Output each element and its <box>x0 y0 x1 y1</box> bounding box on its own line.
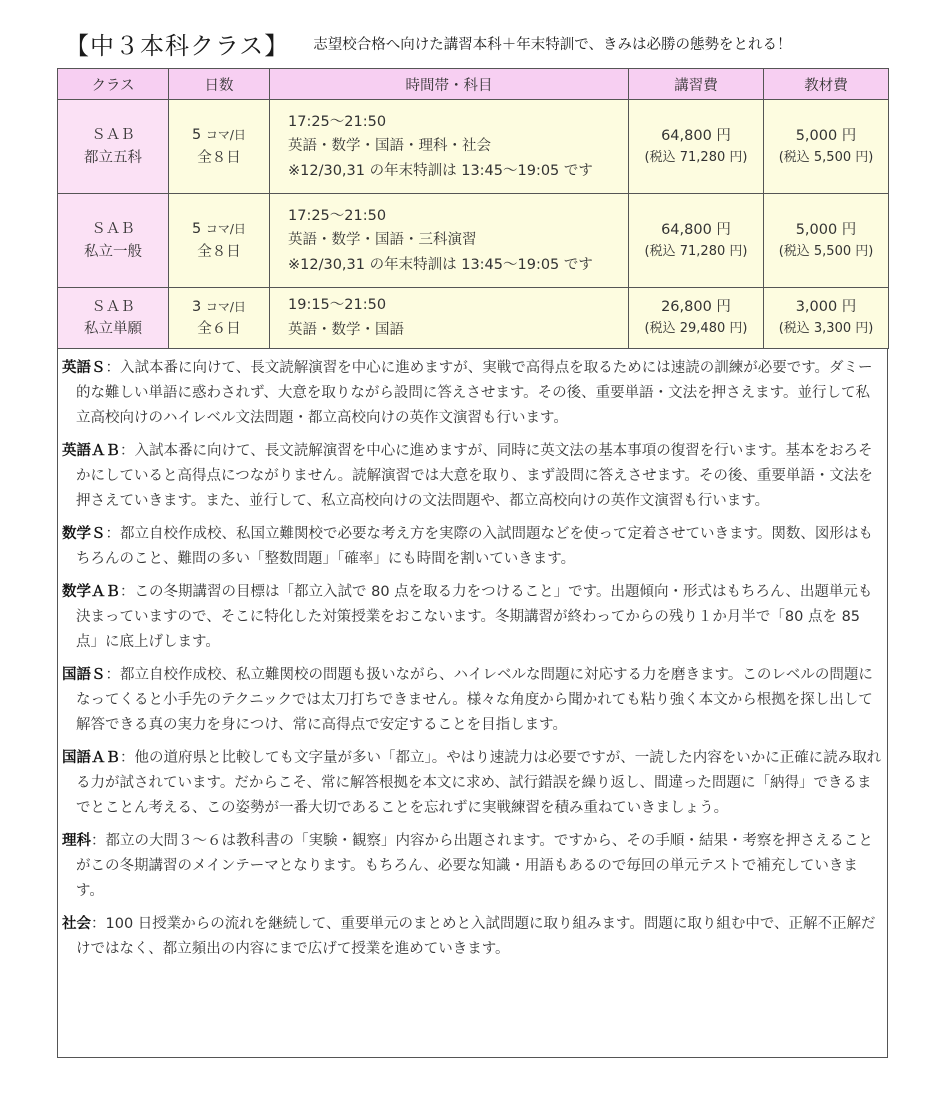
total-days: 全６日 <box>197 321 241 337</box>
class-cell <box>58 100 169 194</box>
class-cell <box>58 194 169 288</box>
note-subject: 数学ＡＢ <box>62 584 120 600</box>
note-text: ：100 日授業からの流れを継続して、重要単元のまとめと入試問題に取り組みます。問題に取り組む中で、正解不正解だけではなく、都立頻出の内容にまで広げて授業を進めていきます。 <box>76 916 876 957</box>
schedule-note: ※12/30,31 の年末特訓は 13:45～19:05 です <box>288 256 593 273</box>
subject-list: 英語・数学・国語・理科・社会 <box>288 138 491 155</box>
note-english-s <box>62 356 884 431</box>
total-days: 全８日 <box>197 149 241 166</box>
note-english-ab <box>62 439 884 514</box>
time-range: 17:25～21:50 <box>288 113 387 130</box>
materials-cell <box>764 100 889 194</box>
schedule-cell <box>270 288 629 349</box>
class-course: 私立単願 <box>84 321 142 337</box>
tuition-fee-tax: (税込 71,280 円) <box>644 243 748 259</box>
class-level: ＳＡＢ <box>91 221 135 238</box>
note-text: ：この冬期講習の目標は「都立入試で 80 点を取る力をつけること」です。出題傾向・形式はもちろん、出題単元も決まっていますので、そこに特化した対策授業をおこないます。冬期講習が終わってからの残り１か月半で「80 点を 85 点」に底上げします。 <box>76 584 873 650</box>
subject-notes <box>62 356 884 970</box>
note-social <box>62 912 884 962</box>
class-cell <box>58 288 169 349</box>
note-subject: 数学Ｓ <box>62 526 106 542</box>
days-cell <box>169 100 270 194</box>
periods-unit: コマ/日 <box>205 222 246 237</box>
course-table <box>57 68 889 349</box>
schedule-note: ※12/30,31 の年末特訓は 13:45～19:05 です <box>288 162 593 179</box>
days-cell <box>169 194 270 288</box>
subject-list: 英語・数学・国語・三科演習 <box>288 232 477 249</box>
tuition-fee-tax: (税込 71,280 円) <box>644 149 748 165</box>
note-japanese-s <box>62 663 884 738</box>
tuition-fee: 26,800 円 <box>661 299 731 315</box>
note-text: ：都立自校作成校、私国立難関校で必要な考え方を実際の入試問題などを使って定着させていきます。関数、図形はもちろんのこと、難問の多い「整数問題」「確率」にも時間を割いていきます。 <box>76 526 873 567</box>
materials-fee: 5,000 円 <box>795 127 857 144</box>
note-subject: 英語ＡＢ <box>62 443 120 459</box>
schedule-cell <box>270 194 629 288</box>
note-subject: 国語Ｓ <box>62 667 106 683</box>
column-header-days: 日数 <box>169 69 270 100</box>
note-text: ：都立自校作成校、私立難関校の問題も扱いながら、ハイレベルな問題に対応する力を磨きます。このレベルの問題になってくると小手先のテクニックでは太刀打ちできません。様々な角度から聞かれても粘り強く本文から根拠を探し出して解答できる真の実力を身につけ、常に高得点で安定することを目指します。 <box>76 667 873 733</box>
note-japanese-ab <box>62 746 884 821</box>
column-header-materials: 教材費 <box>764 69 889 100</box>
note-text: ：入試本番に向けて、長文読解演習を中心に進めますが、同時に英文法の基本事項の復習を行います。基本をおろそかにしていると高得点につながりません。読解演習では大意を取り、まず設問に答えさせます。その後、重要単語・文法を押さえていきます。また、並行して、私立高校向けの文法問題や、都立高校向けの英作文演習も行います。 <box>76 443 873 509</box>
page-header <box>65 26 925 60</box>
days-cell <box>169 288 270 349</box>
column-header-class: クラス <box>58 69 169 100</box>
periods-per-day: 3 <box>192 298 202 315</box>
tuition-fee: 64,800 円 <box>661 127 731 144</box>
table-header-row <box>58 69 889 100</box>
time-range: 19:15～21:50 <box>288 297 387 314</box>
table-row-private-single <box>58 288 889 349</box>
materials-fee-tax: (税込 5,500 円) <box>778 243 874 259</box>
time-range: 17:25～21:50 <box>288 207 387 224</box>
note-math-ab <box>62 580 884 655</box>
class-course: 私立一般 <box>84 243 142 260</box>
note-subject: 英語Ｓ <box>62 360 106 376</box>
tuition-fee-tax: (税込 29,480 円) <box>644 321 748 337</box>
note-subject: 社会 <box>62 916 91 932</box>
note-text: ：都立の大問３～６は教科書の「実験・観察」内容から出題されます。ですから、その手順・結果・考察を押さえることがこの冬期講習のメインテーマとなります。もちろん、必要な知識・用語もあるので毎回の単元テストで補充していきます。 <box>76 833 873 899</box>
page-subtitle: 志望校合格へ向けた講習本科＋年末特訓で、きみは必勝の態勢をとれる！ <box>313 36 792 53</box>
schedule-cell <box>270 100 629 194</box>
note-science <box>62 829 884 904</box>
column-header-tuition: 講習費 <box>629 69 764 100</box>
materials-fee-tax: (税込 3,300 円) <box>778 321 874 337</box>
table-row-tokyo-five <box>58 100 889 194</box>
materials-fee-tax: (税込 5,500 円) <box>778 149 874 165</box>
class-course: 都立五科 <box>84 149 142 166</box>
table-row-private-general <box>58 194 889 288</box>
materials-cell <box>764 194 889 288</box>
page-title: 【中３本科クラス】 <box>65 31 290 60</box>
note-text: ：他の道府県と比較しても文字量が多い「都立」。やはり速読力は必要ですが、一読した内容をいかに正確に読み取れる力が試されています。だからこそ、常に解答根拠を本文に求め、試行錯誤を繰り返し、間違った問題に「納得」できるまでとことん考える、この姿勢が一番大切であることを忘れずに実戦練習を積み重ねていきましょう。 <box>76 750 882 816</box>
periods-unit: コマ/日 <box>205 128 246 143</box>
tuition-fee: 64,800 円 <box>661 221 731 238</box>
materials-fee: 5,000 円 <box>795 221 857 238</box>
note-text: ：入試本番に向けて、長文読解演習を中心に進めますが、実戦で高得点を取るためには速読の訓練が必要です。ダミー的な難しい単語に惑わされず、大意を取りながら設問に答えさせます。その後、重要単語・文法を押さえます。並行して私立高校向けのハイレベル文法問題・都立高校向けの英作文演習も行います。 <box>76 360 873 426</box>
periods-unit: コマ/日 <box>205 299 246 314</box>
tuition-cell <box>629 100 764 194</box>
materials-cell <box>764 288 889 349</box>
total-days: 全８日 <box>197 243 241 260</box>
note-subject: 国語ＡＢ <box>62 750 120 766</box>
class-level: ＳＡＢ <box>91 127 135 144</box>
subject-list: 英語・数学・国語 <box>288 322 404 338</box>
column-header-time-subjects: 時間帯・科目 <box>270 69 629 100</box>
tuition-cell <box>629 288 764 349</box>
materials-fee: 3,000 円 <box>795 299 857 315</box>
periods-per-day: 5 <box>192 221 202 238</box>
tuition-cell <box>629 194 764 288</box>
class-level: ＳＡＢ <box>91 298 135 315</box>
note-subject: 理科 <box>62 833 91 849</box>
note-math-s <box>62 522 884 572</box>
periods-per-day: 5 <box>192 127 202 144</box>
